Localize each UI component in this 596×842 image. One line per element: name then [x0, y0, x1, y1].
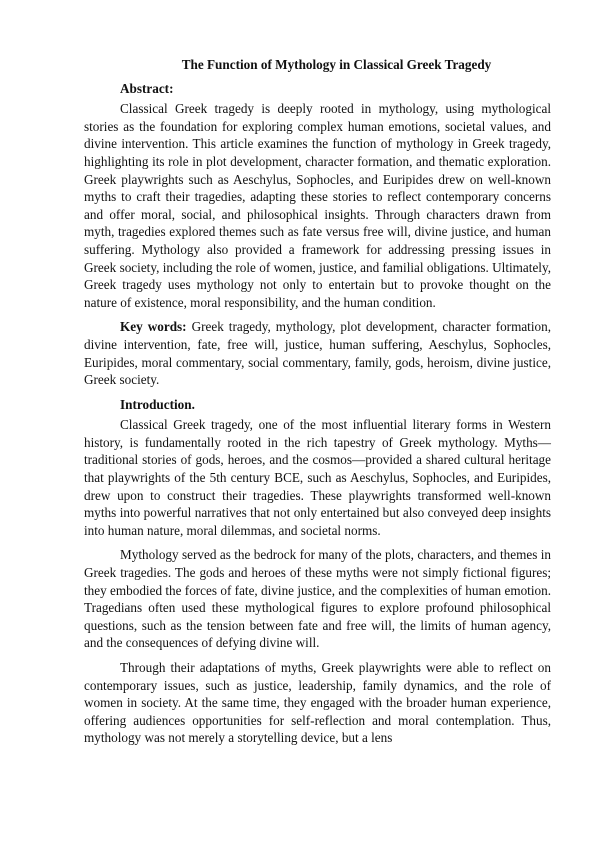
- intro-paragraph-1: Classical Greek tragedy, one of the most influential literary forms in Western history, is fundamentally rooted in the rich tapestry of Greek mythology. Myths—traditional stories of gods, heroes, and the cosmos—provided a shared cultural heritage that playwrights of the 5th century BCE, such as Aeschylus, Sophocles, and Euripides, drew upon to construct their tragedies. These playwrights transformed well-known myths into powerful narratives that not only entertained but also conveyed deep insights into human nature, moral dilemmas, and societal norms.: [84, 417, 551, 538]
- keywords-paragraph: [84, 318, 551, 388]
- document-body: [84, 56, 551, 754]
- intro-paragraph-3: Through their adaptations of myths, Greek playwrights were able to reflect on contemporary issues, such as justice, leadership, family dynamics, and the role of women in society. At the same time, they engaged with the broader human experience, offering audiences opportunities for self-reflection and moral contemplation. Thus, mythology was not merely a storytelling device, but a lens: [84, 660, 551, 746]
- abstract-paragraph: Classical Greek tragedy is deeply rooted in mythology, using mythological stories as the foundation for exploring complex human emotions, societal values, and divine intervention. This article examines the function of mythology in Greek tragedy, highlighting its role in plot development, character formation, and thematic exploration. Greek playwrights such as Aeschylus, Sophocles, and Euripides drew on well-known myths to craft their tragedies, adapting these stories to reflect contemporary concerns and offer moral, social, and philosophical insights. Through characters drawn from myth, tragedies explored themes such as fate versus free will, divine justice, and human suffering. Mythology also provided a framework for addressing pressing issues in Greek society, including the role of women, justice, and familial obligations. Ultimately, Greek tragedy uses mythology not only to entertain but to provoke thought on the nature of existence, moral responsibility, and the human condition.: [84, 101, 551, 310]
- keywords-label: Key words:: [120, 319, 187, 335]
- intro-paragraph-2: Mythology served as the bedrock for many of the plots, characters, and themes in Greek tragedies. The gods and heroes of these myths were not simply fictional figures; they embodied the forces of fate, divine justice, and the complexities of human emotion. Tragedians often used these mythological figures to explore profound philosophical questions, such as the tension between fate and free will, the limits of human agency, and the consequences of defying divine will.: [84, 547, 551, 651]
- keywords-list: Greek tragedy, mythology, plot development, character formation, divine intervention, fate, free will, justice, human suffering, Aeschylus, Sophocles, Euripides, moral commentary, social commentary, family, gods, heroism, divine justice, Greek society.: [84, 319, 551, 388]
- document-title: The Function of Mythology in Classical Greek Tragedy: [181, 57, 492, 72]
- abstract-heading: Abstract:: [120, 80, 174, 96]
- introduction-heading: Introduction.: [120, 396, 195, 412]
